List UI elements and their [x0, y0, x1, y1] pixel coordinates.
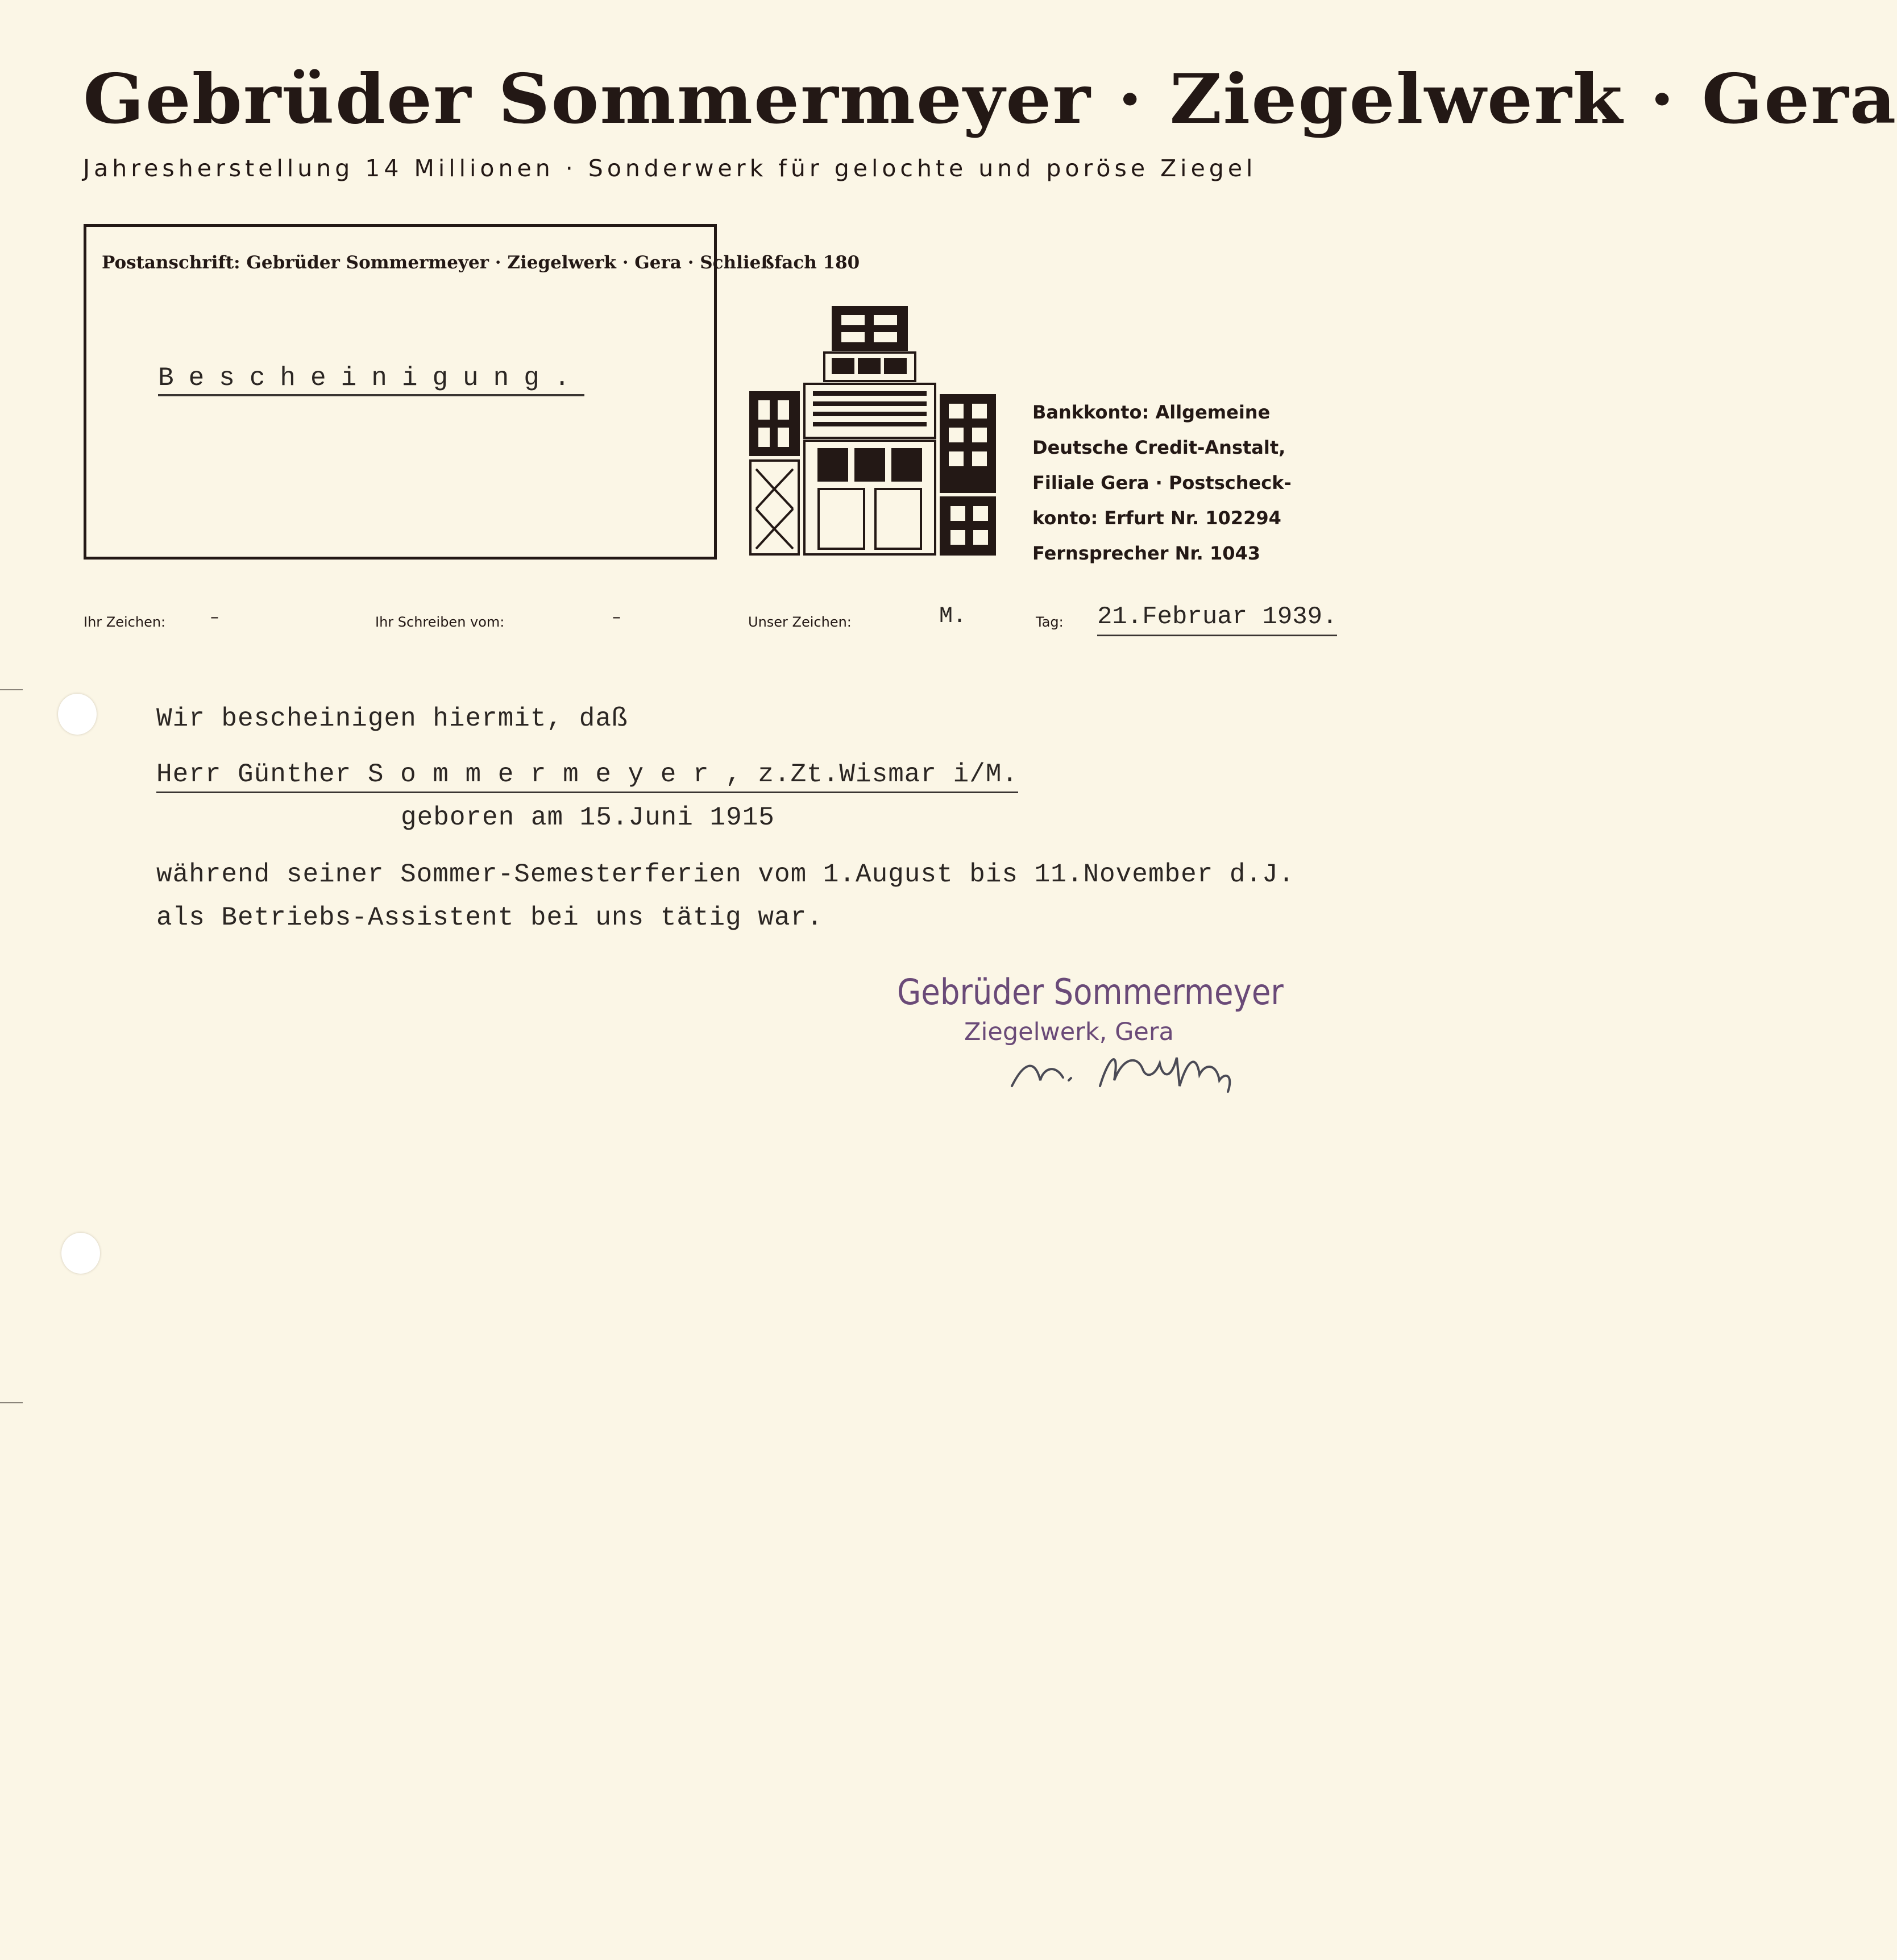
bank-line: konto: Erfurt Nr. 102294: [1032, 507, 1281, 529]
body-line-intro: Wir bescheinigen hiermit, daß: [156, 704, 628, 734]
unser-zeichen-value: M.: [939, 604, 967, 629]
body-line-name: Herr Günther S o m m e r m e y e r , z.Zt.Wismar i/M.: [156, 760, 1018, 793]
date-label: Tag:: [1036, 614, 1064, 630]
address-window-box: [84, 224, 860, 560]
ihr-schreiben-value: –: [612, 607, 621, 627]
fold-mark: [0, 689, 23, 690]
company-tagline: Jahresherstellung 14 Millionen · Sonderwerk für gelochte und poröse Ziegel: [83, 155, 1257, 182]
bank-line: Bankkonto: Allgemeine: [1032, 401, 1271, 423]
ihr-zeichen-label: Ihr Zeichen:: [84, 614, 166, 630]
postal-address: Postanschrift: Gebrüder Sommermeyer · Ziegelwerk · Gera · Schließfach 180: [102, 252, 860, 273]
document-title: Bescheinigung.: [158, 363, 584, 396]
company-stamp-location: Ziegelwerk, Gera: [964, 1018, 1174, 1046]
company-masthead: Gebrüder Sommermeyer · Ziegelwerk · Gera: [83, 59, 1897, 139]
unser-zeichen-label: Unser Zeichen:: [748, 614, 852, 630]
handwritten-signature: [1001, 1023, 1285, 1097]
brick-building-logo: [745, 301, 1001, 560]
punch-hole: [58, 694, 97, 735]
phone-line: Fernsprecher Nr. 1043: [1032, 542, 1260, 564]
punch-hole: [61, 1233, 100, 1274]
body-line-birth: geboren am 15.Juni 1915: [401, 803, 775, 832]
body-line-period: während seiner Sommer-Semesterferien vom 1.August bis 11.November d.J.: [156, 860, 1295, 889]
body-line-role: als Betriebs-Assistent bei uns tätig war.: [156, 903, 823, 933]
bank-details: [1032, 395, 1294, 571]
bank-line: Deutsche Credit-Anstalt,: [1032, 437, 1286, 458]
ihr-schreiben-label: Ihr Schreiben vom:: [375, 614, 505, 630]
ihr-zeichen-value: –: [210, 607, 219, 627]
company-stamp-name: Gebrüder Sommermeyer: [897, 971, 1284, 1013]
bank-line: Filiale Gera · Postscheck-: [1032, 472, 1292, 494]
fold-mark: [0, 1402, 23, 1403]
date-value: 21.Februar 1939.: [1097, 603, 1337, 636]
